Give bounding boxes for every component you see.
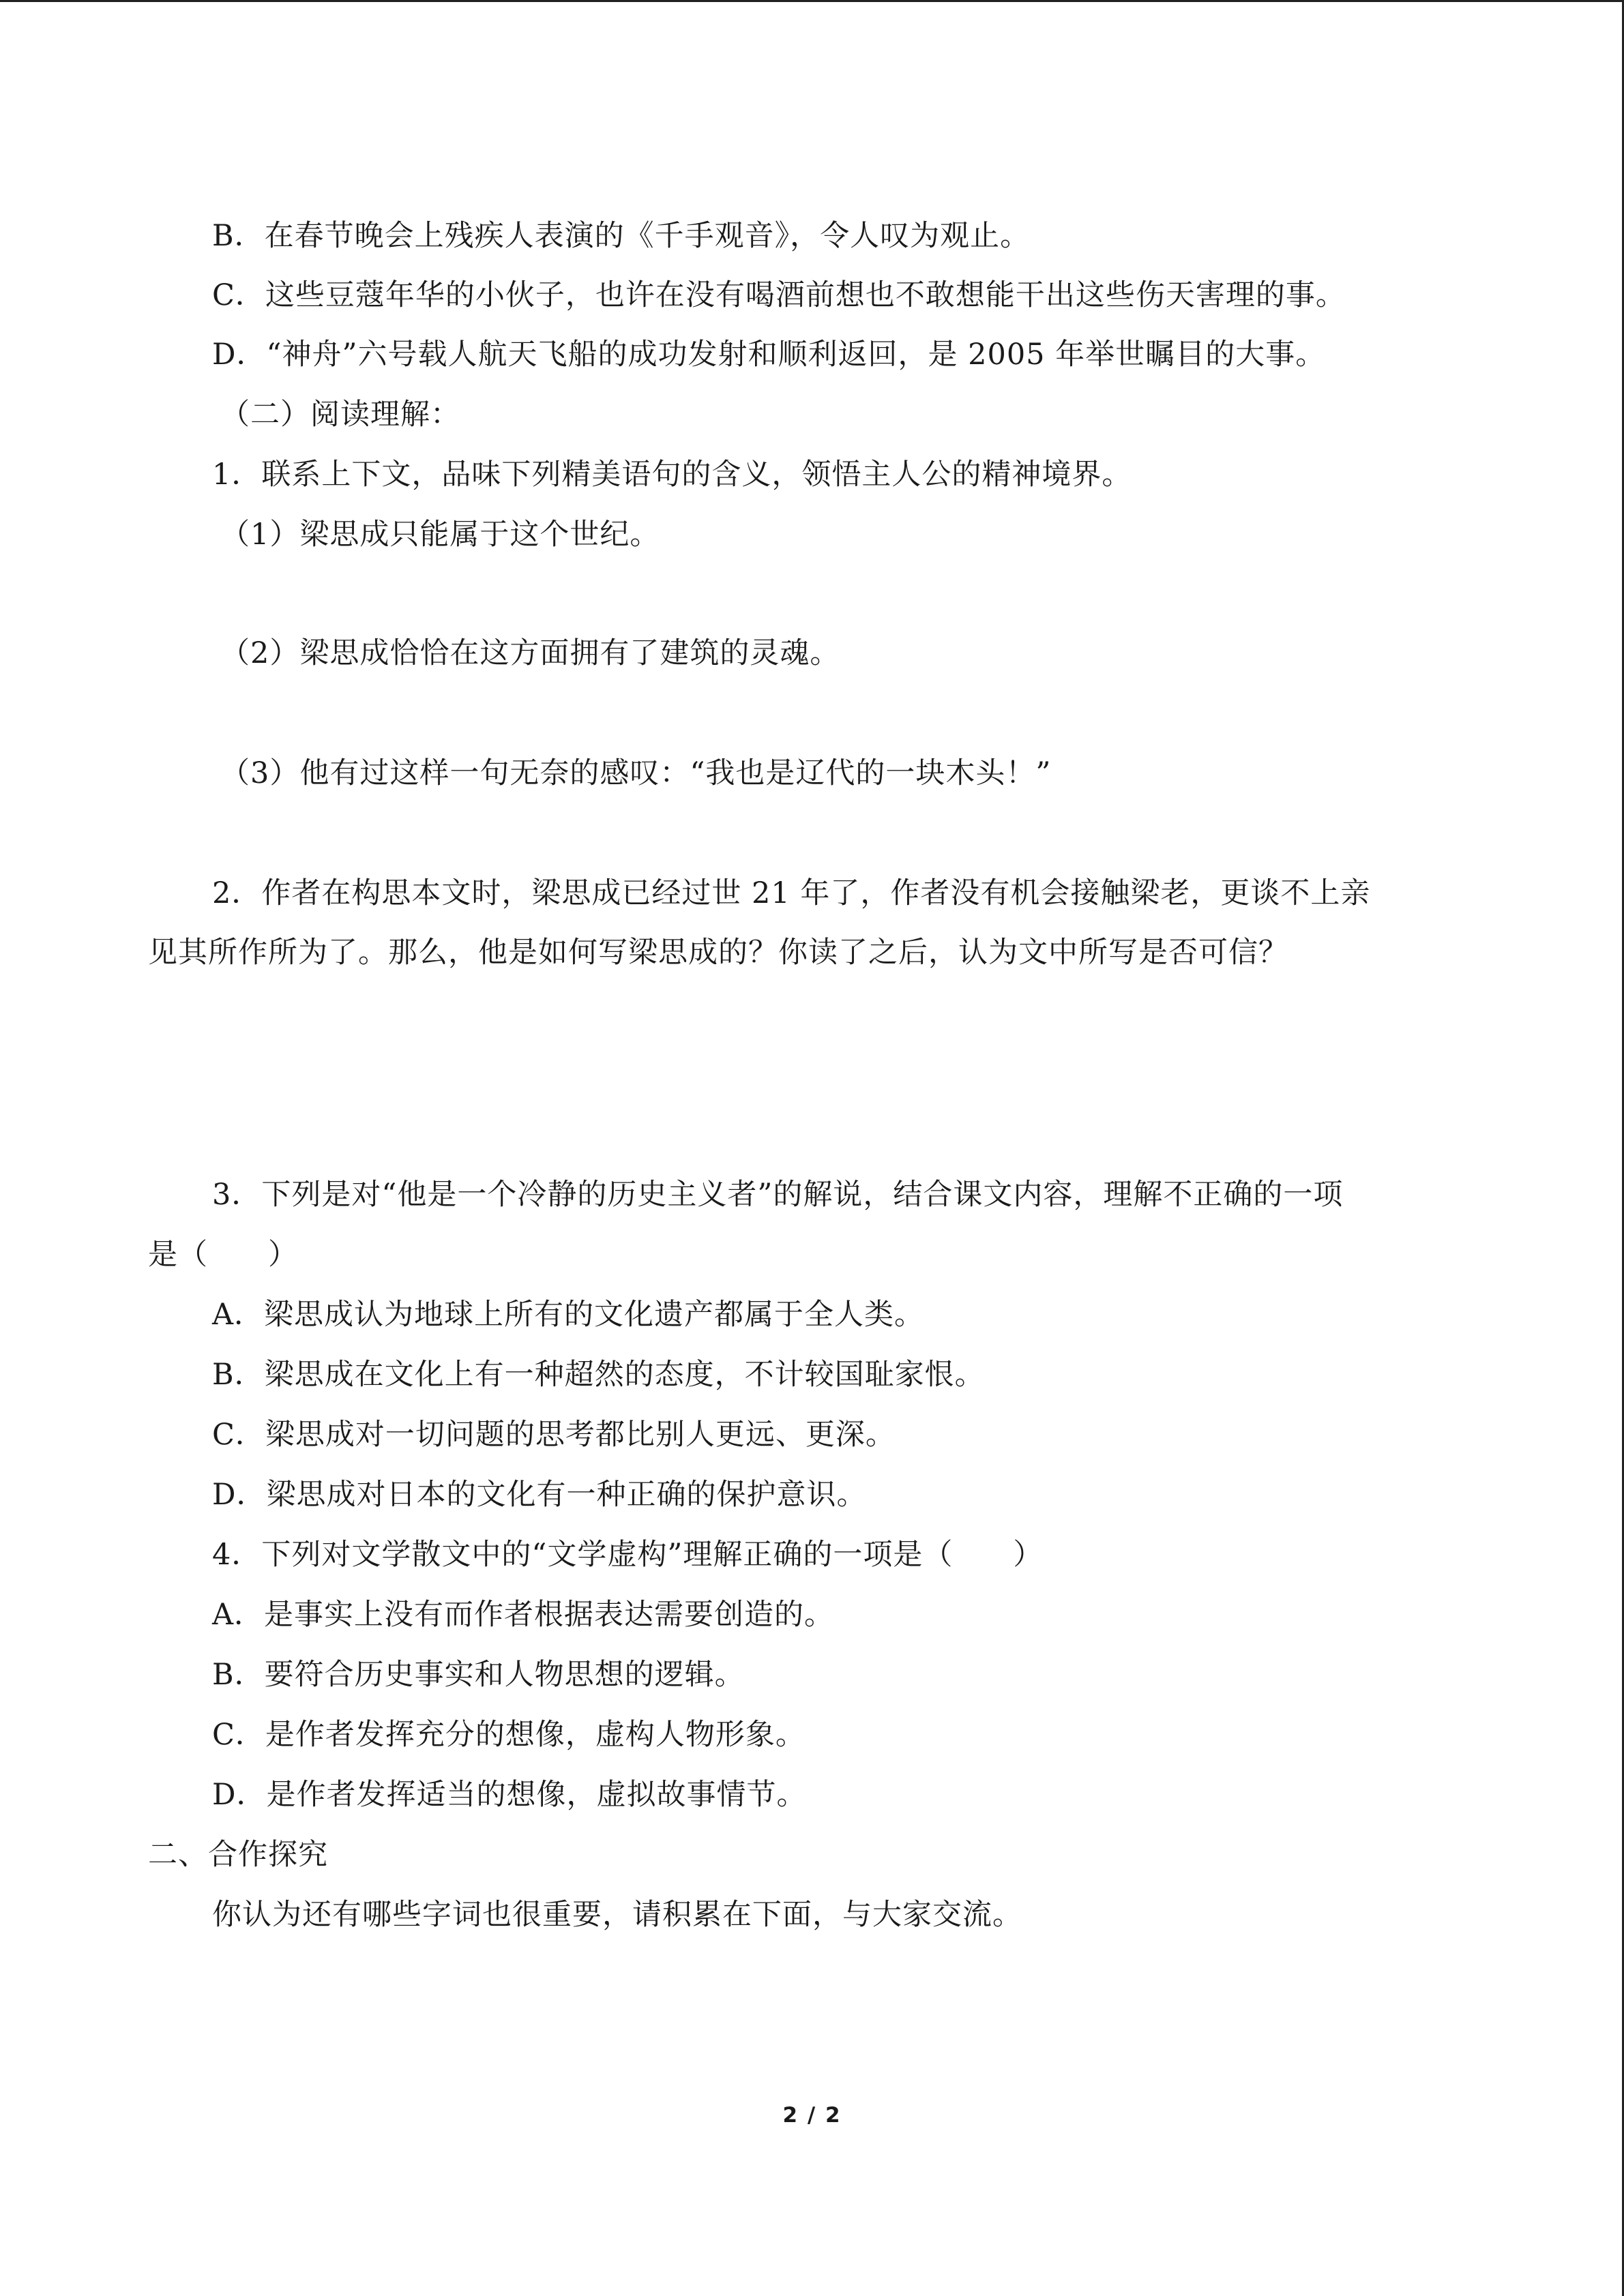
page-number: 2 / 2 — [782, 2103, 842, 2128]
question-4: 4．下列对文学散文中的“文学虚构”理解正确的一项是（ ） — [212, 1538, 1044, 1572]
question-4-option-d: D．是作者发挥适当的想像，虚拟故事情节。 — [212, 1778, 807, 1812]
question-2-line-2: 见其所作所为了。那么，他是如何写梁思成的？你读了之后，认为文中所写是否可信？ — [148, 936, 1288, 970]
option-c-line: C．这些豆蔻年华的小伙子，也许在没有喝酒前想也不敢想能干出这些伤天害理的事。 — [212, 278, 1346, 312]
question-3-option-a: A．梁思成认为地球上所有的文化遗产都属于全人类。 — [212, 1298, 925, 1332]
question-1-item-2: （2）梁思成恰恰在这方面拥有了建筑的灵魂。 — [220, 636, 840, 670]
question-3-line-1: 3．下列是对“他是一个冷静的历史主义者”的解说，结合课文内容，理解不正确的一项 — [212, 1178, 1344, 1212]
option-b-line: B．在春节晚会上残疾人表演的《千手观音》，令人叹为观止。 — [212, 219, 1031, 253]
question-1-item-1: （1）梁思成只能属于这个世纪。 — [220, 518, 660, 552]
question-4-option-c: C．是作者发挥充分的想像，虚构人物形象。 — [212, 1718, 806, 1752]
section-heading-reading: （二）阅读理解： — [220, 398, 460, 432]
option-d-line: D．“神舟”六号载人航天飞船的成功发射和顺利返回，是 2005 年举世瞩目的大事。 — [212, 338, 1326, 372]
question-2-line-1: 2．作者在构思本文时，梁思成已经过世 21 年了，作者没有机会接触梁老，更谈不上亲 — [212, 876, 1371, 910]
section-heading-cooperation: 二、合作探究 — [148, 1838, 328, 1872]
question-1-item-3: （3）他有过这样一句无奈的感叹：“我也是辽代的一块木头！” — [220, 756, 1052, 790]
question-1: 1．联系上下文，品味下列精美语句的含义，领悟主人公的精神境界。 — [212, 458, 1132, 492]
question-3-option-b: B．梁思成在文化上有一种超然的态度，不计较国耻家恨。 — [212, 1358, 985, 1392]
question-4-option-a: A．是事实上没有而作者根据表达需要创造的。 — [212, 1598, 835, 1632]
question-3-option-c: C．梁思成对一切问题的思考都比别人更远、更深。 — [212, 1418, 896, 1452]
question-3-line-2: 是（ ） — [148, 1238, 298, 1272]
question-4-option-b: B．要符合历史事实和人物思想的逻辑。 — [212, 1658, 745, 1692]
question-3-option-d: D．梁思成对日本的文化有一种正确的保护意识。 — [212, 1478, 867, 1512]
cooperation-prompt: 你认为还有哪些字词也很重要，请积累在下面，与大家交流。 — [212, 1898, 1022, 1932]
